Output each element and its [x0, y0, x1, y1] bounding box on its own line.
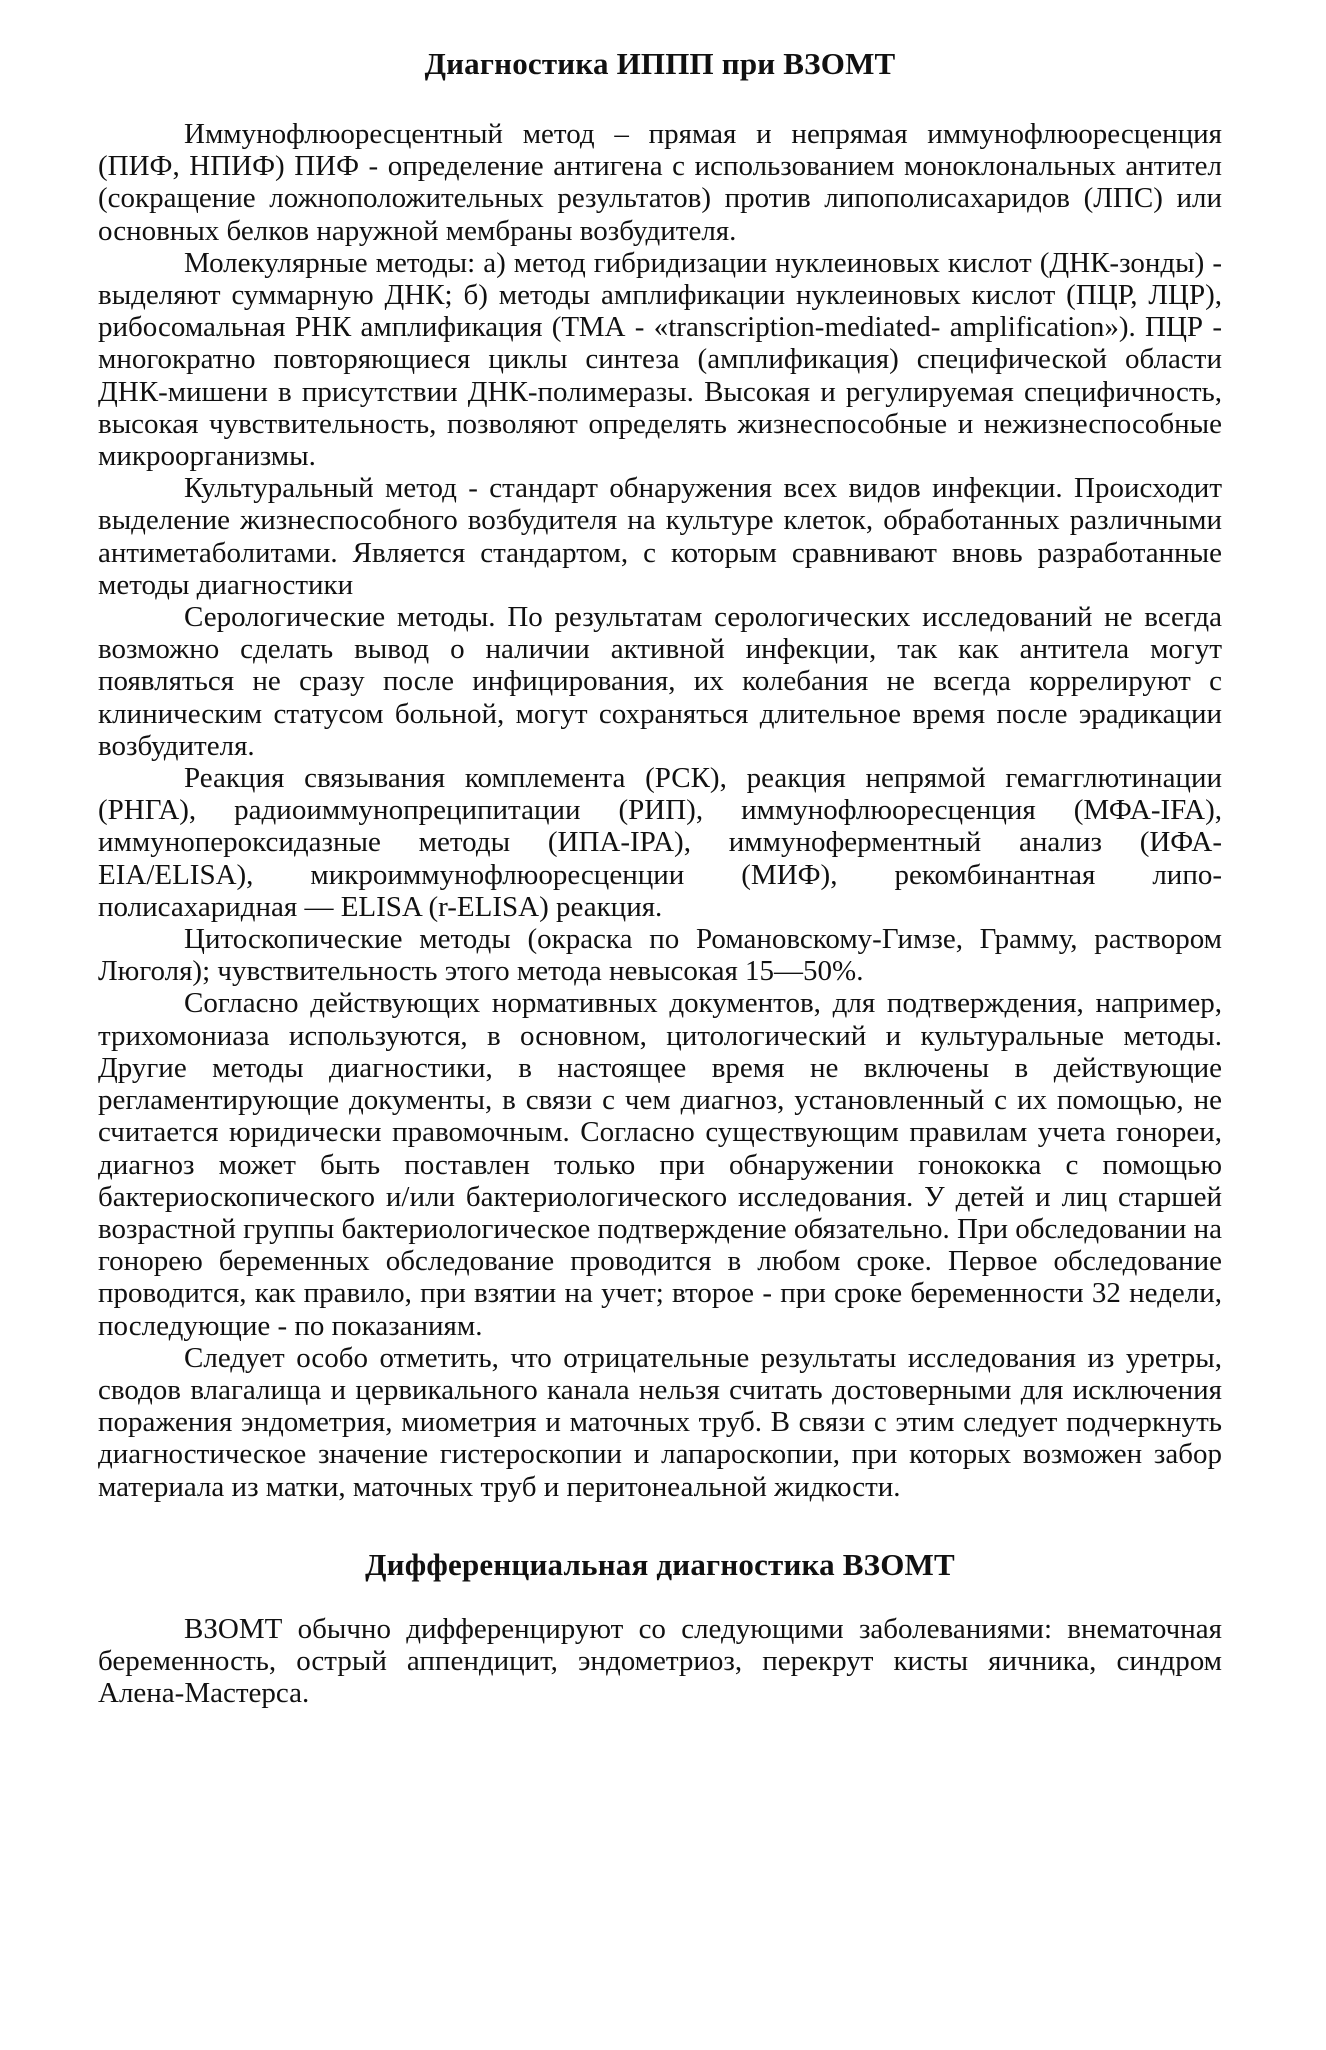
- document-title: Диагностика ИППП при ВЗОМТ: [424, 46, 896, 81]
- paragraph-serological-methods: Серологические методы. По результатам серологических исследований не всегда возможно сделать вывод о наличии активной инфекции, так как антитела могут появляться не сразу после инфицирования, их колебания не всегда коррелируют с клиническим статусом больной, могут сохраняться длительное время после эрадикации возбудителя.: [98, 601, 1222, 762]
- document-page: [98, 44, 1222, 1709]
- paragraph-reactions-list: Реакция связывания комплемента (РСК), реакция непрямой гемагглютинации (РНГА), радиоиммунопреципитации (РИП), иммунофлюоресценция (МФА-IFA), иммунопероксидазные методы (ИПА-IPA), иммуноферментный анализ (ИФА-EIA/ELISA), микроиммунофлюоресценции (МИФ), рекомбинантная липо-полисахаридная — ELISA (r-ELISA) реакция.: [98, 762, 1222, 923]
- paragraph-negative-results: Следует особо отметить, что отрицательные результаты исследования из уретры, сводов влагалища и цервикального канала нельзя считать достоверными для исключения поражения эндометрия, миометрия и маточных труб. В связи с этим следует подчеркнуть диагностическое значение гистероскопии и лапароскопии, при которых возможен забор материала из матки, маточных труб и перитонеальной жидкости.: [98, 1341, 1222, 1503]
- paragraph-cytoscopic-methods: Цитоскопические методы (окраска по Романовскому-Гимзе, Грамму, раствором Люголя); чувствительность этого метода невысокая 15—50%.: [98, 923, 1222, 988]
- section-title-differential: Дифференциальная диагностика ВЗОМТ: [365, 1546, 955, 1582]
- paragraph-molecular-methods: Молекулярные методы: а) метод гибридизации нуклеиновых кислот (ДНК-зонды) - выделяют суммарную ДНК; б) методы амплификации нуклеиновых кислот (ПЦР, ЛЦР), рибосомальная РНК амплификация (ТМА - «transcription-mediated- amplification»). ПЦР - многократно повторяющиеся циклы синтеза (амплификация) специфической области ДНК-мишени в присутствии ДНК-полимеразы. Высокая и регулируемая специфичность, высокая чувствительность, позволяют определять жизнеспособные и нежизнеспособные микроорганизмы.: [98, 246, 1222, 473]
- paragraph-differential: ВЗОМТ обычно дифференцируют со следующими заболеваниями: внематочная беременность, острый аппендицит, эндометриоз, перекрут кисты яичника, синдром Алена-Мастерса.: [98, 1612, 1222, 1710]
- paragraph-regulatory-documents: Согласно действующих нормативных документов, для подтверждения, например, трихомониаза используются, в основном, цитологический и культуральные методы. Другие методы диагностики, в настоящее время не включены в действующие регламентирующие документы, в связи с чем диагноз, установленный с их помощью, не считается юридически правомочным. Согласно существующим правилам учета гонореи, диагноз может быть поставлен только при обнаружении гонококка с помощью бактериоскопического и/или бактериологического исследования. У детей и лиц старшей возрастной группы бактериологическое подтверждение обязательно. При обследовании на гонорею беременных обследование проводится в любом сроке. Первое обследование проводится, как правило, при взятии на учет; второе - при сроке беременности 32 недели, последующие - по показаниям.: [98, 987, 1222, 1342]
- paragraph-culture-method: Культуральный метод - стандарт обнаружения всех видов инфекции. Происходит выделение жизнеспособного возбудителя на культуре клеток, обработанных различными антиметаболитами. Является стандартом, с которым сравнивают вновь разработанные методы диагностики: [98, 472, 1222, 601]
- paragraph-immunofluorescence: Иммунофлюоресцентный метод – прямая и непрямая иммунофлюоресценция (ПИФ, НПИФ) ПИФ - определение антигена с использованием моноклональных антител (сокращение ложноположительных результатов) против липополисахаридов (ЛПС) или основных белков наружной мембраны возбудителя.: [98, 118, 1222, 247]
